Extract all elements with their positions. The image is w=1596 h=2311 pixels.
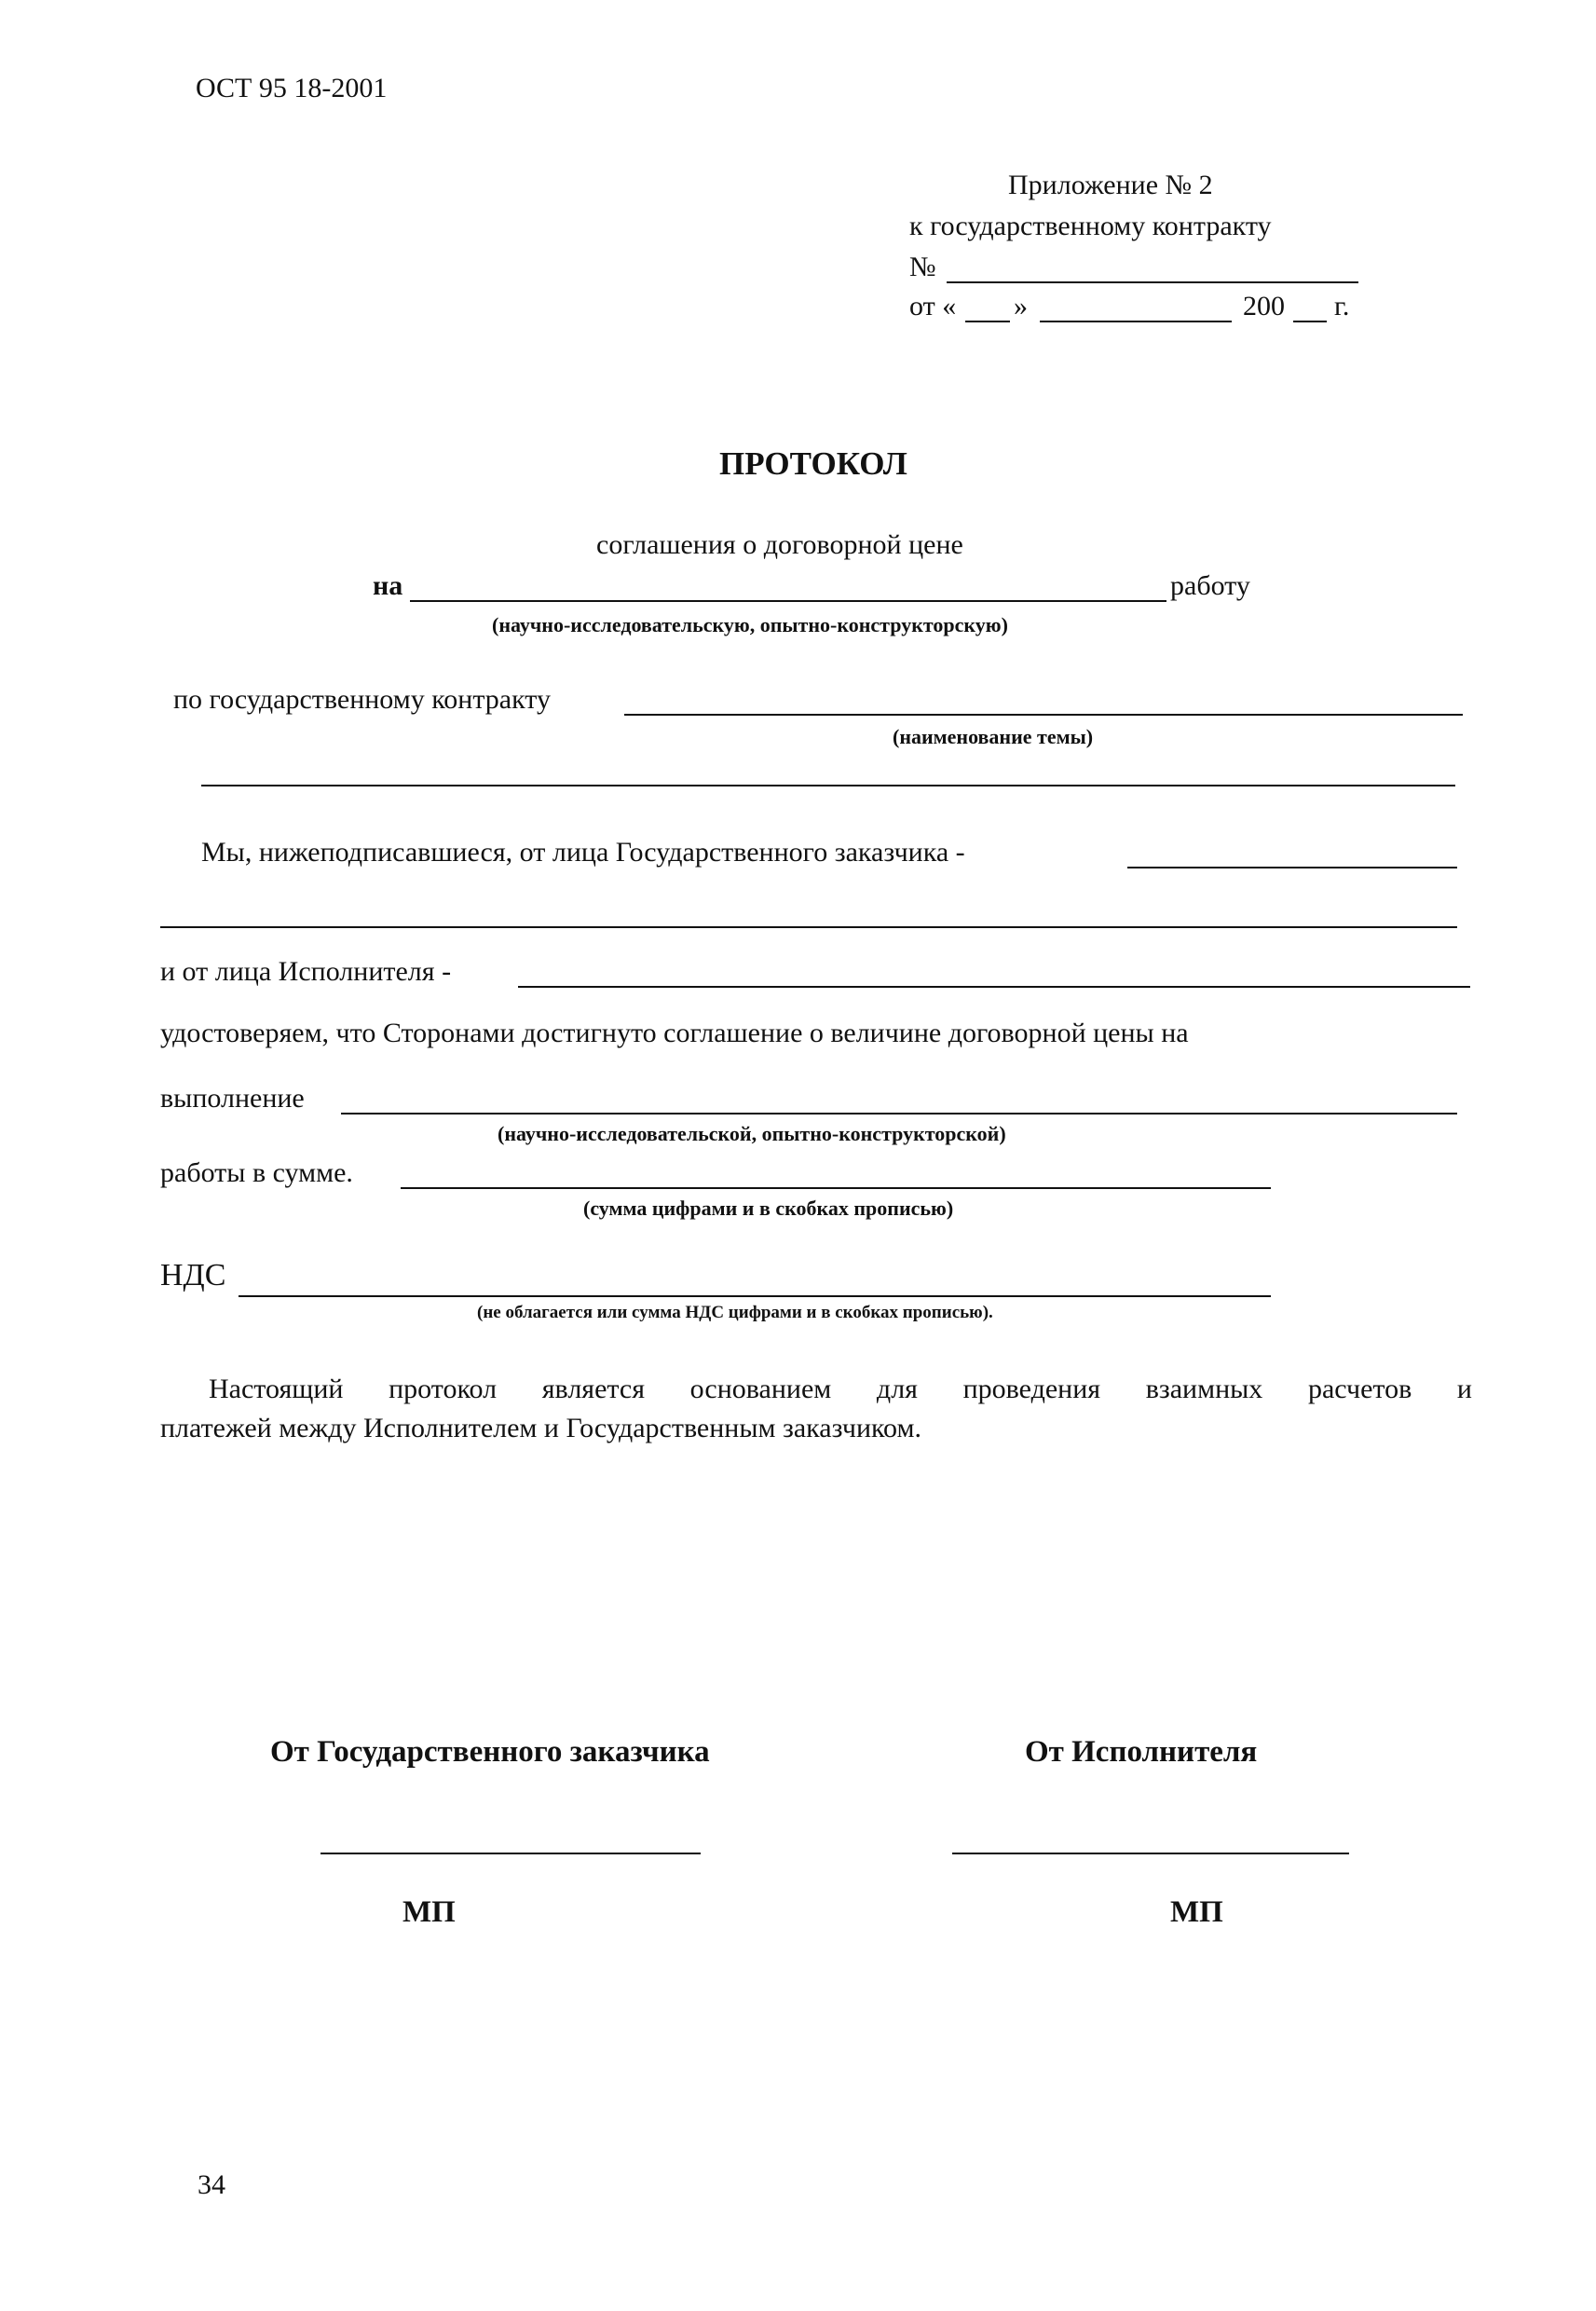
contractor-field — [518, 986, 1470, 988]
date-year: 200 — [1243, 291, 1285, 321]
contractor-signature-label: От Исполнителя — [1025, 1735, 1258, 1769]
contractor-stamp-label: МП — [1170, 1895, 1223, 1929]
work-type-field — [410, 600, 1166, 602]
appendix-title: Приложение № 2 — [1008, 170, 1213, 200]
execution-label: выполнение — [160, 1083, 305, 1114]
standard-code: ОСТ 95 18-2001 — [196, 73, 388, 103]
vat-field — [239, 1295, 1271, 1297]
topic-field-continued — [201, 785, 1455, 786]
customer-signature-label: От Государственного заказчика — [270, 1735, 710, 1769]
date-day-field — [965, 321, 1010, 322]
customer-stamp-label: МП — [402, 1895, 456, 1929]
document-title: ПРОТОКОЛ — [719, 445, 907, 482]
work-type-caption: (научно-исследовательскую, опытно-конструкторскую) — [492, 613, 1008, 636]
contract-number-label: № — [909, 252, 936, 282]
date-prefix: от « — [909, 291, 957, 321]
certify-text: удостоверяем, что Сторонами достигнуто соглашение о величине договорной цены на — [160, 1018, 1189, 1048]
page-number: 34 — [198, 2169, 225, 2200]
na-label: на — [373, 570, 403, 601]
vat-label: НДС — [160, 1258, 226, 1292]
appendix-contract-ref: к государственному контракту — [909, 211, 1272, 241]
customer-signature-line — [321, 1853, 701, 1854]
contractor-text: и от лица Исполнителя - — [160, 956, 452, 987]
customer-field-continued — [160, 926, 1457, 928]
date-year-field — [1293, 321, 1327, 322]
date-year-suffix: г. — [1334, 291, 1350, 321]
contract-number-field — [947, 281, 1358, 283]
document-subtitle: соглашения о договорной цене — [596, 529, 963, 560]
basis-text-line2: платежей между Исполнителем и Государственным заказчиком. — [160, 1413, 921, 1443]
execution-caption: (научно-исследовательской, опытно-конструкторской) — [498, 1122, 1006, 1145]
customer-field — [1127, 867, 1457, 868]
contract-label: по государственному контракту — [173, 684, 552, 715]
sum-field — [401, 1187, 1271, 1189]
topic-field — [624, 714, 1463, 716]
date-close-quote: » — [1014, 291, 1028, 321]
basis-text-line1: Настоящий протокол является основанием для проведения взаимных расчетов и — [209, 1374, 1472, 1404]
topic-caption: (наименование темы) — [893, 725, 1094, 748]
contractor-signature-line — [952, 1853, 1349, 1854]
vat-caption: (не облагается или сумма НДС цифрами и в скобках прописью). — [477, 1303, 993, 1322]
sum-caption: (сумма цифрами и в скобках прописью) — [583, 1197, 954, 1220]
sum-label: работы в сумме. — [160, 1157, 353, 1188]
work-suffix: работу — [1170, 570, 1250, 601]
date-month-field — [1040, 321, 1232, 322]
execution-field — [341, 1113, 1457, 1114]
customer-text: Мы, нижеподписавшиеся, от лица Государственного заказчика - — [201, 837, 965, 868]
